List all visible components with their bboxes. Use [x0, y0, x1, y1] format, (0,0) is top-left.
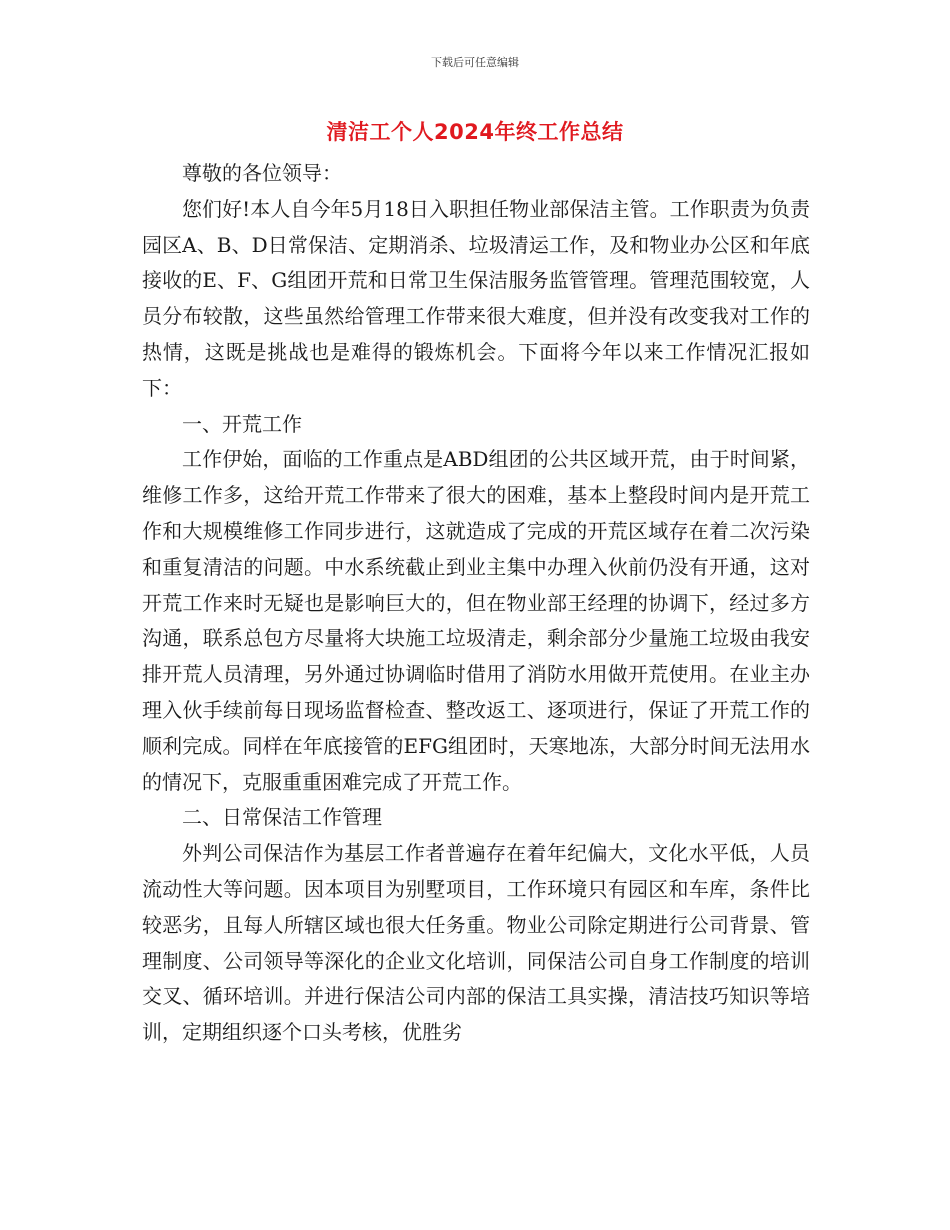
header-note: 下载后可任意编辑	[431, 56, 519, 69]
document-title: 清洁工个人2024年终工作总结	[326, 120, 624, 144]
salutation: 尊敬的各位领导：	[182, 161, 342, 185]
section-heading-2: 二、日常保洁工作管理	[182, 805, 382, 830]
section-1-paragraph: 工作伊始，面临的工作重点是ABD组团的公共区域开荒，由于时间紧，维修工作多，这给开荒工作带来了很大的困难，基本上整段时间内是开荒工作和大规模维修工作同步进行，这就造成了完成的开荒区域存在着二次污染和重复清洁的问题。中水系统截止到业主集中办理入伙前仍没有开通，这对开荒工作来时无疑也是影响巨大的，但在物业部王经理的协调下，经过多方沟通，联系总包方尽量将大块施工垃圾清走，剩余部分少量施工垃圾由我安排开荒人员清理，另外通过协调临时借用了消防水用做开荒使用。在业主办理入伙手续前每日现场监督检查、整改返工、逐项进行，保证了开荒工作的顺利完成。同样在年底接管的EFG组团时，天寒地冻，大部分时间无法用水的情况下，克服重重困难完成了开荒工作。	[142, 447, 810, 794]
section-heading-1: 一、开荒工作	[182, 411, 302, 436]
document-body	[142, 156, 810, 1051]
section-2-paragraph: 外判公司保洁作为基层工作者普遍存在着年纪偏大，文化水平低，人员流动性大等问题。因本项目为别墅项目，工作环境只有园区和车库，条件比较恶劣，且每人所辖区域也很大任务重。物业公司除定期进行公司背景、管理制度、公司领导等深化的企业文化培训，同保洁公司自身工作制度的培训交叉、循环培训。并进行保洁公司内部的保洁工具实操，清洁技巧知识等培训，定期组织逐个口头考核，优胜劣	[142, 841, 810, 1045]
intro-paragraph: 您们好!本人自今年5月18日入职担任物业部保洁主管。工作职责为负责园区A、B、D日常保洁、定期消杀、垃圾清运工作，及和物业办公区和年底接收的E、F、G组团开荒和日常卫生保洁服务监管管理。管理范围较宽，人员分布较散，这些虽然给管理工作带来很大难度，但并没有改变我对工作的热情，这既是挑战也是难得的锻炼机会。下面将今年以来工作情况汇报如下：	[142, 196, 810, 400]
